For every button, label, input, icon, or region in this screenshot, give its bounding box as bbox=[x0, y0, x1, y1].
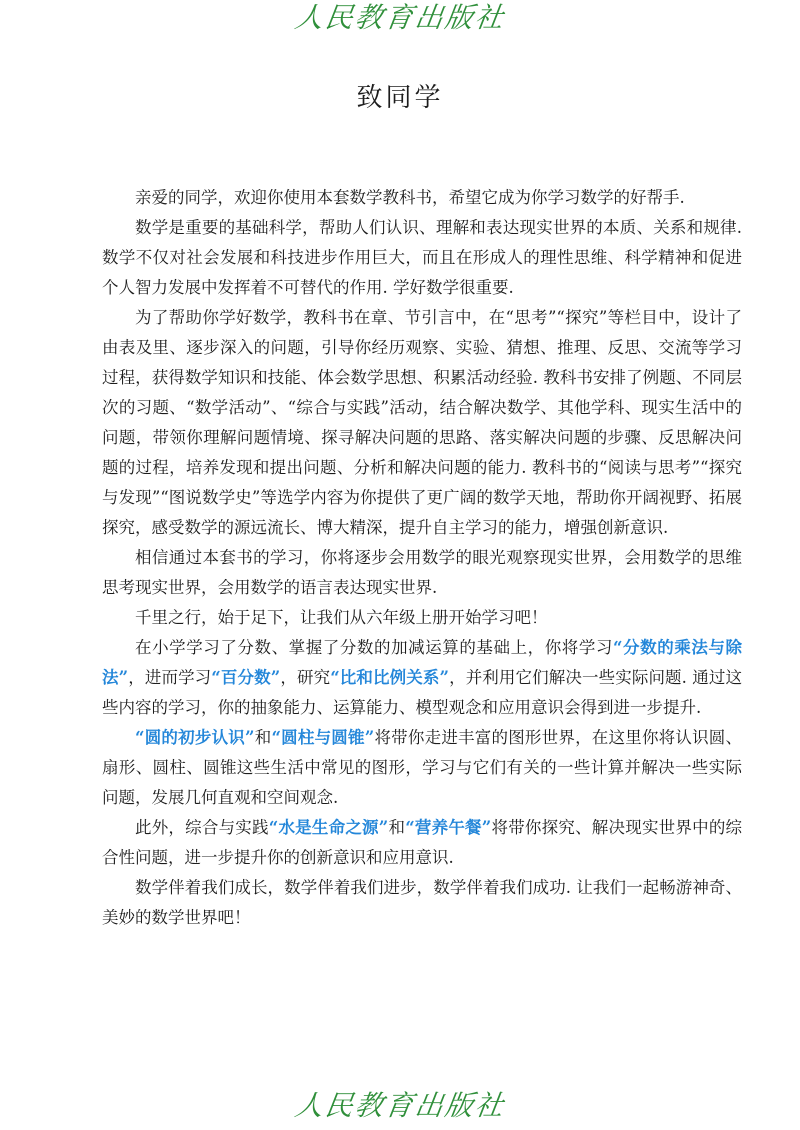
publisher-logo-footer: 人民教育出版社 bbox=[292, 1089, 508, 1122]
letter-body bbox=[102, 183, 742, 933]
text-run: 和 bbox=[254, 728, 272, 747]
text-run: 相信通过本套书的学习，你将逐步会用数学的眼光观察现实世界，会用数学的思维思考现实世界，会用数学的语言表达现实世界. bbox=[102, 548, 742, 597]
text-run: 为了帮助你学好数学，教科书在章、节引言中，在“思考”“探究”等栏目中，设计了由表及里、逐步深入的问题，引导你经历观察、实验、猜想、推理、反思、交流等学习过程，获得数学知识和技能、体会数学思想、积累活动经验. 教科书安排了例题、不同层次的习题、“数学活动”、“综合与实践”活动，结合解决数学、其他学科、现实生活中的问题，带领你理解问题情境、探寻解决问题的思路、落实解决问题的步骤、反思解决问题的过程，培养发现和提出问题、分析和解决问题的能力. 教科书的“阅读与思考”“探究与发现”“图说数学史”等选学内容为你提供了更广阔的数学天地，帮助你开阔视野、拓展探究，感受数学的源远流长、博大精深，提升自主学习的能力，增强创新意识. bbox=[102, 308, 742, 537]
text-run: 数学伴着我们成长，数学伴着我们进步，数学伴着我们成功. 让我们一起畅游神奇、美妙的数学世界吧！ bbox=[102, 878, 742, 927]
text-run: 亲爱的同学，欢迎你使用本套数学教科书，希望它成为你学习数学的好帮手. bbox=[135, 188, 685, 207]
highlighted-topic: “分数的乘法与除法” bbox=[102, 638, 742, 687]
text-run: ，进而学习 bbox=[128, 668, 212, 687]
paragraph bbox=[102, 813, 742, 873]
text-run: 此外，综合与实践 bbox=[135, 818, 269, 837]
text-run: 将带你走进丰富的图形世界，在这里你将认识圆、扇形、圆柱、圆锥这些生活中常见的图形，学习与它们有关的一些计算并解决一些实际问题，发展几何直观和空间观念. bbox=[102, 728, 743, 807]
highlighted-topic: “水是生命之源” bbox=[268, 818, 389, 837]
text-run: 和 bbox=[388, 818, 406, 837]
publisher-logo-header: 人民教育出版社 bbox=[292, 1, 508, 34]
highlighted-topic: “营养午餐” bbox=[405, 818, 492, 837]
paragraph bbox=[102, 873, 742, 933]
text-run: 将带你探究、解决现实世界中的综合性问题，进一步提升你的创新意识和应用意识. bbox=[102, 818, 743, 867]
text-run: ，研究 bbox=[280, 668, 331, 687]
text-run: 千里之行，始于足下，让我们从六年级上册开始学习吧！ bbox=[135, 608, 548, 627]
text-run: 数学是重要的基础科学，帮助人们认识、理解和表达现实世界的本质、关系和规律. 数学不仅对社会发展和科技进步作用巨大，而且在形成人的理性思维、科学精神和促进个人智力发展中发挥着不可替代的作用. 学好数学很重要. bbox=[102, 218, 742, 297]
text-run: 在小学学习了分数、掌握了分数的加减运算的基础上，你将学习 bbox=[135, 638, 613, 657]
highlighted-topic: “圆柱与圆锥” bbox=[271, 728, 375, 747]
page-title: 致同学 bbox=[356, 83, 444, 113]
highlighted-topic: “百分数” bbox=[211, 668, 281, 687]
paragraph bbox=[102, 543, 742, 603]
paragraph bbox=[102, 723, 742, 813]
highlighted-topic: “圆的初步认识” bbox=[135, 728, 255, 747]
paragraph bbox=[102, 303, 742, 543]
paragraph bbox=[102, 633, 742, 723]
highlighted-topic: “比和比例关系” bbox=[330, 668, 449, 687]
paragraph bbox=[102, 183, 742, 213]
text-run: ，并利用它们解决一些实际问题. 通过这些内容的学习，你的抽象能力、运算能力、模型观念和应用意识会得到进一步提升. bbox=[102, 668, 742, 717]
paragraph bbox=[102, 603, 742, 633]
paragraph bbox=[102, 213, 742, 303]
